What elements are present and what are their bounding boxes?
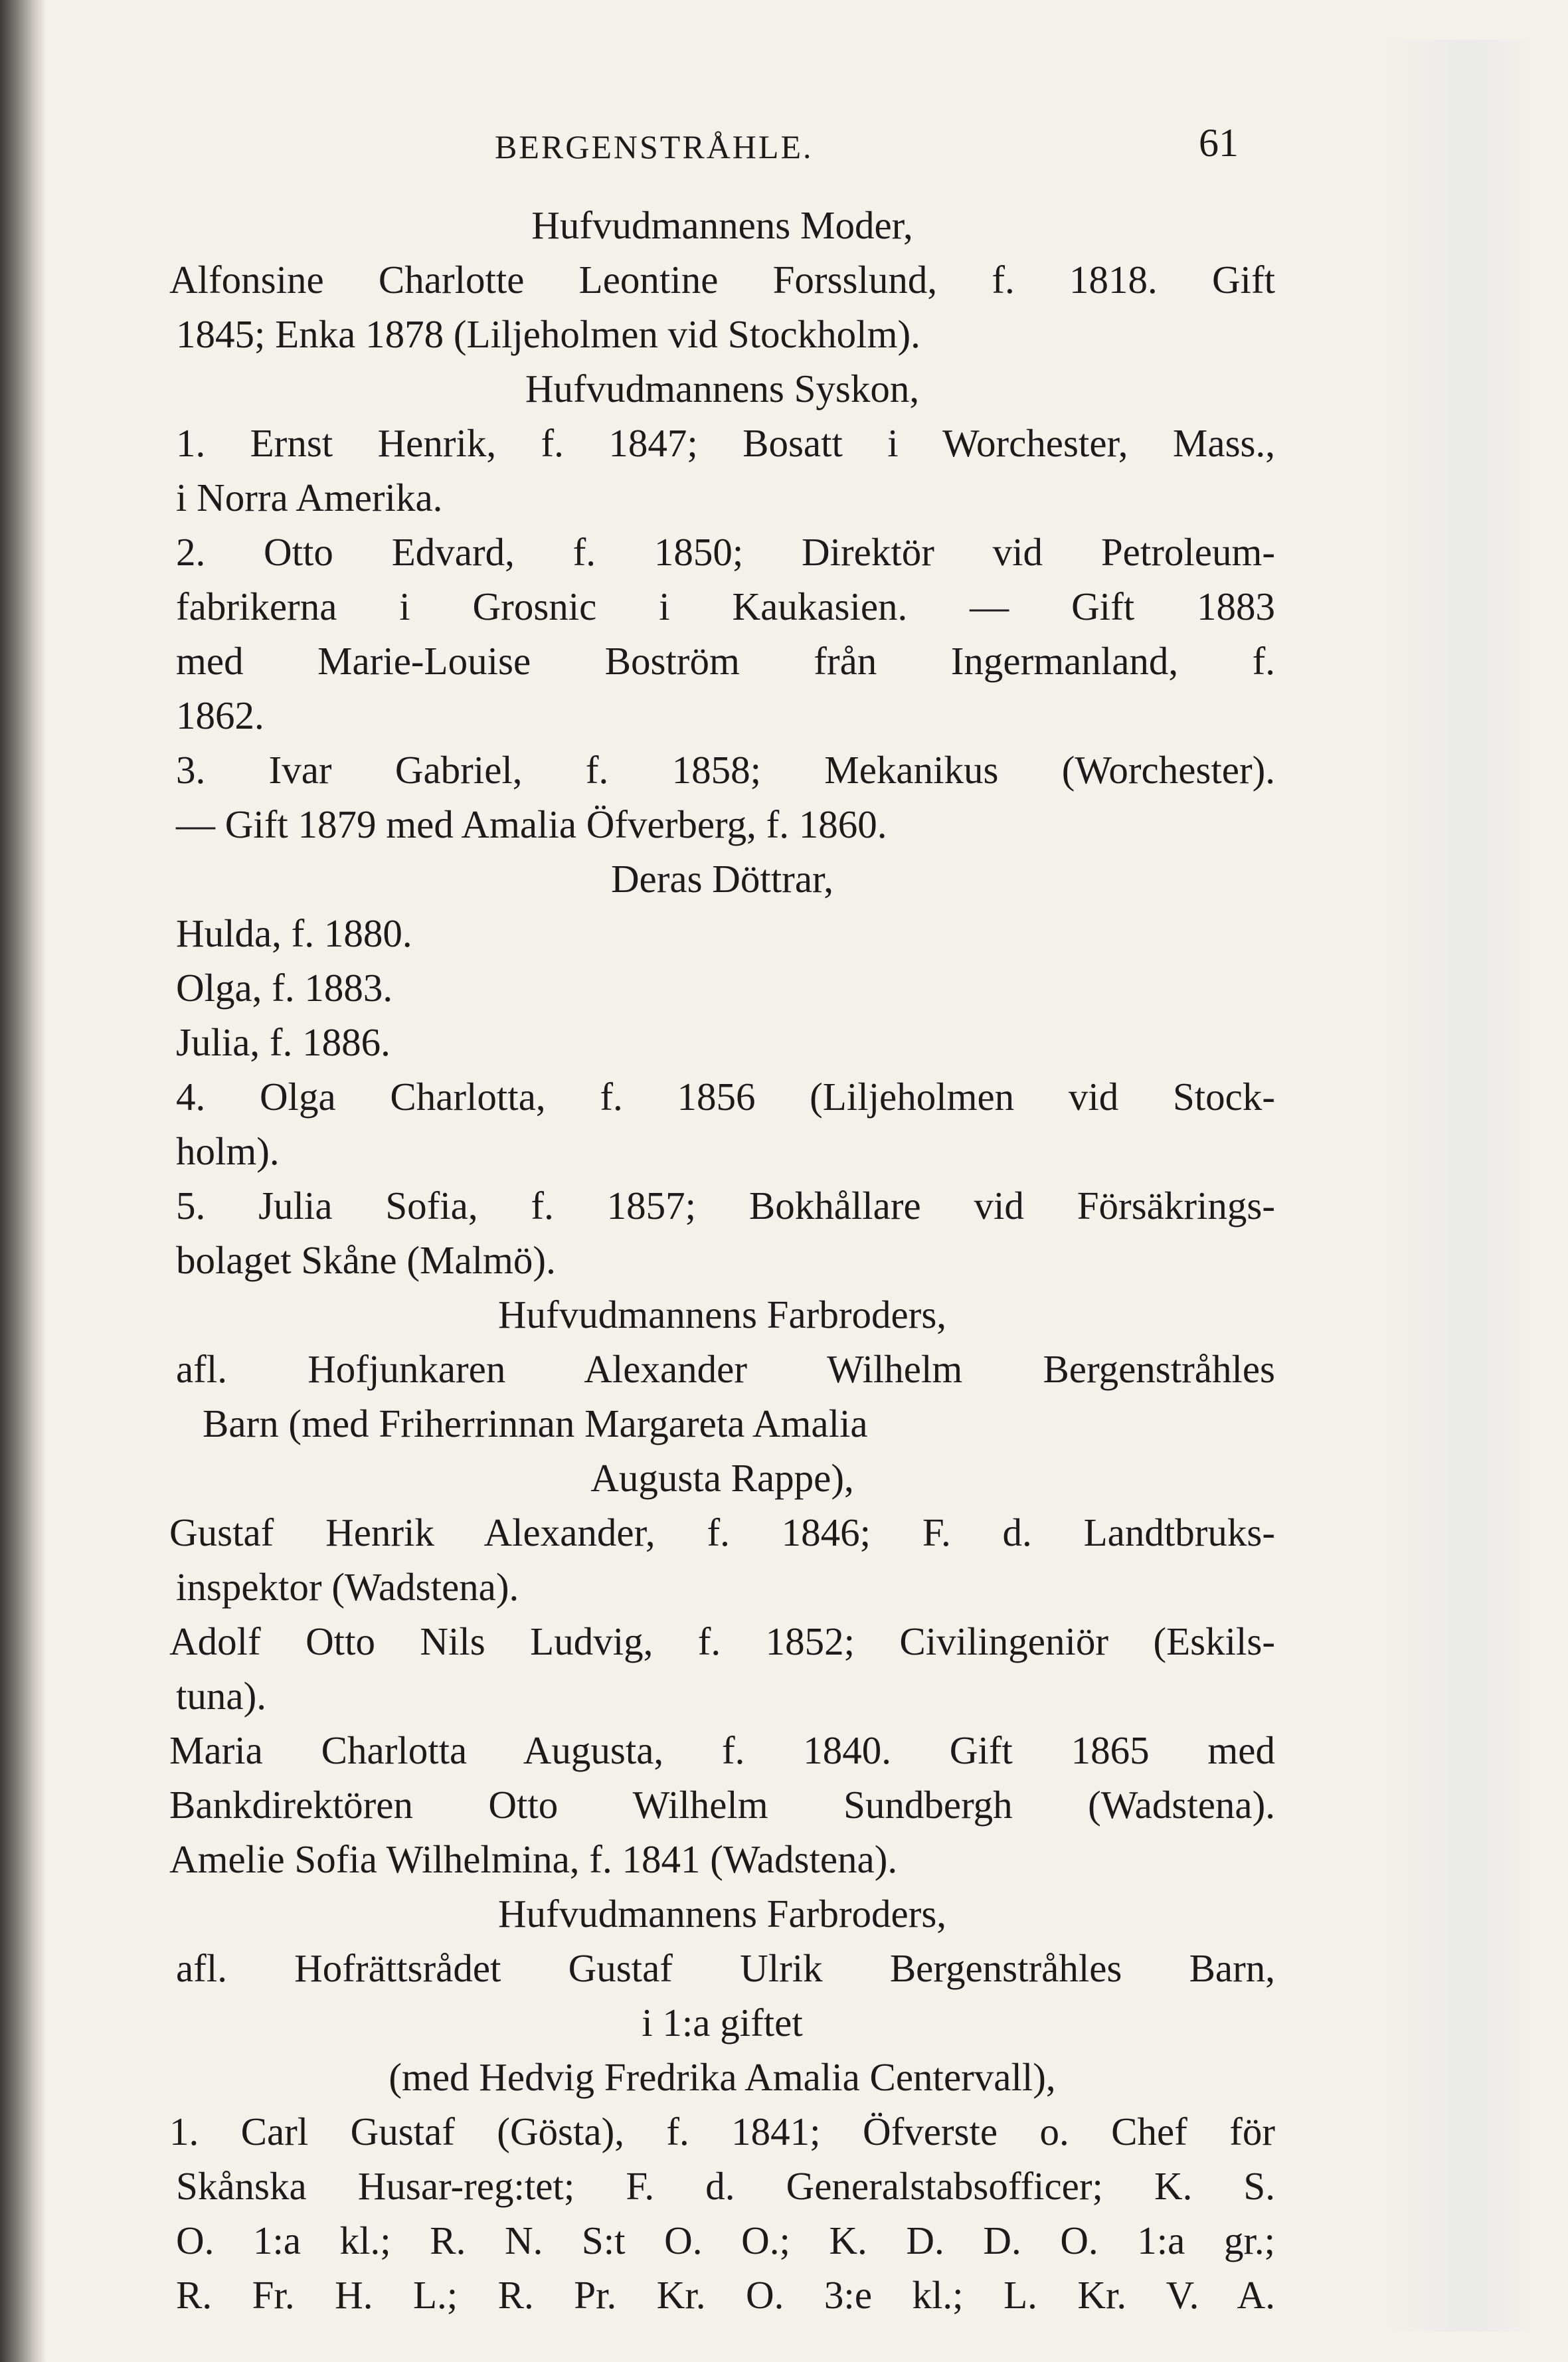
text-line: Skånska Husar-reg:tet; F. d. Generalstabsofficer; K. S. xyxy=(176,2164,1275,2208)
text-line: bolaget Skåne (Malmö). xyxy=(176,1238,556,1282)
text-line: 4. Olga Charlotta, f. 1856 (Liljeholmen vid Stock- xyxy=(176,1075,1275,1119)
text-line: — Gift 1879 med Amalia Öfverberg, f. 1860. xyxy=(176,802,887,846)
text-line: afl. Hofrättsrådet Gustaf Ulrik Bergenstråhles Barn, xyxy=(176,1946,1275,1990)
book-page xyxy=(169,120,1275,2317)
text-line: Adolf Otto Nils Ludvig, f. 1852; Civilingeniör (Eskils- xyxy=(169,1619,1275,1663)
text-line: Hulda, f. 1880. xyxy=(176,911,412,955)
text-line: i 1:a giftet xyxy=(642,2001,803,2044)
text-line: 2. Otto Edvard, f. 1850; Direktör vid Petroleum- xyxy=(176,530,1275,574)
show-through-bleed xyxy=(1381,40,1527,2331)
section-heading: Hufvudmannens Farbroders, xyxy=(497,1892,947,1936)
text-line: 1. Ernst Henrik, f. 1847; Bosatt i Worchester, Mass., xyxy=(176,421,1275,465)
text-line: 5. Julia Sofia, f. 1857; Bokhållare vid Försäkrings- xyxy=(176,1184,1275,1227)
text-line: Alfonsine Charlotte Leontine Forsslund, f. 1818. Gift xyxy=(169,258,1275,302)
text-line: inspektor (Wadstena). xyxy=(176,1565,519,1609)
text-line: Barn (med Friherrinnan Margareta Amalia xyxy=(203,1402,868,1445)
text-line: afl. Hofjunkaren Alexander Wilhelm Bergenstråhles xyxy=(176,1347,1275,1391)
page-header xyxy=(169,120,1275,186)
text-line: Maria Charlotta Augusta, f. 1840. Gift 1865 med xyxy=(169,1728,1275,1772)
text-line: Gustaf Henrik Alexander, f. 1846; F. d. Landtbruks- xyxy=(169,1510,1275,1554)
text-line: holm). xyxy=(176,1129,280,1173)
text-line: 1862. xyxy=(176,693,264,737)
running-head: BERGENSTRÅHLE. xyxy=(495,128,814,165)
text-line: (med Hedvig Fredrika Amalia Centervall), xyxy=(389,2055,1056,2099)
text-line: 3. Ivar Gabriel, f. 1858; Mekanikus (Worchester). xyxy=(176,748,1275,792)
section-heading: Hufvudmannens Moder, xyxy=(531,203,913,247)
page-number: 61 xyxy=(1199,121,1239,165)
book-spine-shadow xyxy=(0,0,46,2362)
text-line: Bankdirektören Otto Wilhelm Sundbergh (Wadstena). xyxy=(169,1783,1275,1827)
text-line: O. 1:a kl.; R. N. S:t O. O.; K. D. D. O. 1:a gr.; xyxy=(176,2219,1275,2262)
text-line: Julia, f. 1886. xyxy=(176,1020,391,1064)
text-line: 1845; Enka 1878 (Liljeholmen vid Stockholm). xyxy=(176,312,920,356)
text-line: i Norra Amerika. xyxy=(176,476,443,519)
section-heading: Hufvudmannens Syskon, xyxy=(525,367,920,410)
section-heading: Hufvudmannens Farbroders, xyxy=(497,1293,947,1336)
text-line: med Marie-Louise Boström från Ingermanland, f. xyxy=(176,639,1275,683)
text-line: Amelie Sofia Wilhelmina, f. 1841 (Wadstena). xyxy=(169,1837,898,1881)
text-line: R. Fr. H. L.; R. Pr. Kr. O. 3:e kl.; L. Kr. V. A. xyxy=(176,2273,1275,2317)
text-line: Olga, f. 1883. xyxy=(176,966,393,1010)
text-line: tuna). xyxy=(176,1674,266,1718)
text-line: fabrikerna i Grosnic i Kaukasien. — Gift 1883 xyxy=(176,585,1275,628)
section-heading: Deras Döttrar, xyxy=(610,857,834,901)
text-line: Augusta Rappe), xyxy=(590,1456,854,1500)
text-line: 1. Carl Gustaf (Gösta), f. 1841; Öfverste o. Chef för xyxy=(169,2110,1275,2153)
